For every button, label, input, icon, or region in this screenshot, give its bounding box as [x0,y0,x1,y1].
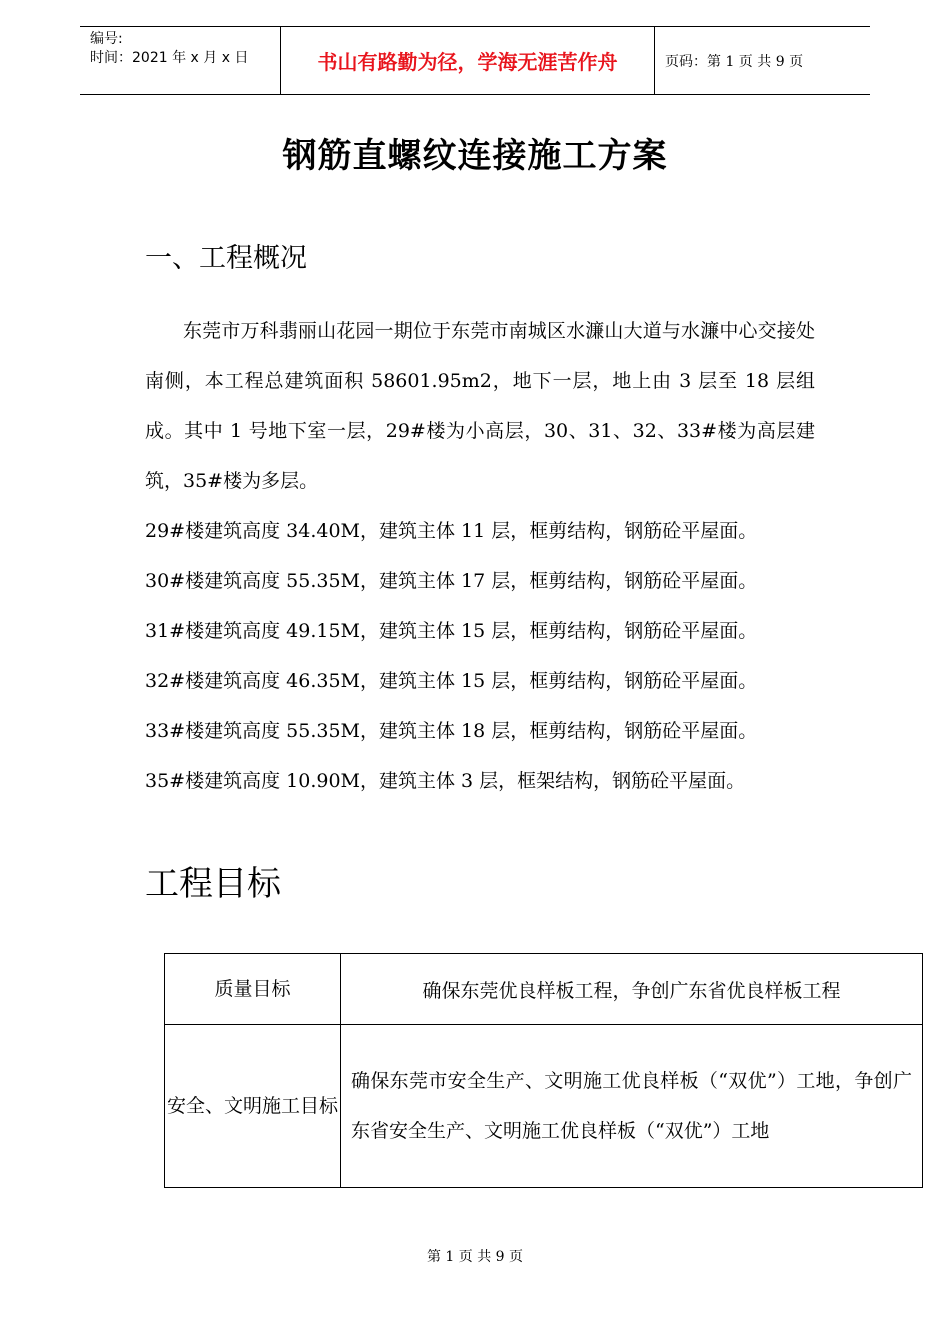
overview-body [145,306,815,806]
document-title: 钢筋直螺纹连接施工方案 [282,136,668,176]
goals-table [164,953,923,1188]
section-heading-overview: 一、工程概况 [145,243,307,274]
table-row [165,954,923,1025]
building-line: 30#楼建筑高度 55.35M，建筑主体 17 层，框剪结构，钢筋砼平屋面。 [145,570,758,592]
goal-label-cell: 质量目标 [165,954,341,1025]
building-line: 31#楼建筑高度 49.15M，建筑主体 15 层，框剪结构，钢筋砼平屋面。 [145,620,758,642]
header-meta-cell [80,27,281,94]
goal-value-cell: 确保东莞优良样板工程，争创广东省优良样板工程 [341,954,923,1025]
building-line: 32#楼建筑高度 46.35M，建筑主体 15 层，框剪结构，钢筋砼平屋面。 [145,670,758,692]
goal-label-cell: 安全、文明施工目标 [165,1025,341,1188]
building-line: 29#楼建筑高度 34.40M，建筑主体 11 层，框剪结构，钢筋砼平屋面。 [145,520,758,542]
header-motto: 书山有路勤为径，学海无涯苦作舟 [281,27,655,94]
overview-intro-paragraph: 东莞市万科翡丽山花园一期位于东莞市南城区水濂山大道与水濂中心交接处南侧，本工程总建筑面积 58601.95m2，地下一层，地上由 3 层至 18 层组成。其中 1 号地下室一层，29#楼为小高层，30、31、32、33#楼为高层建筑，35#楼为多层。 [145,320,815,492]
header-page-code: 页码：第 1 页 共 9 页 [665,53,804,70]
page-footer: 第 1 页 共 9 页 [426,1249,524,1265]
section-heading-goals: 工程目标 [145,864,281,904]
goal-value-cell: 确保东莞市安全生产、文明施工优良样板（“双优”）工地，争创广东省安全生产、文明施工优良样板（“双优”）工地 [341,1025,923,1188]
building-line: 33#楼建筑高度 55.35M，建筑主体 18 层，框剪结构，钢筋砼平屋面。 [145,720,758,742]
building-line: 35#楼建筑高度 10.90M，建筑主体 3 层，框架结构，钢筋砼平屋面。 [145,770,746,792]
header-number-label: 编号: [90,31,123,47]
header-time-label: 时间：2021 年 x 月 x 日 [90,50,249,66]
page-header [80,26,870,95]
table-row [165,1025,923,1188]
